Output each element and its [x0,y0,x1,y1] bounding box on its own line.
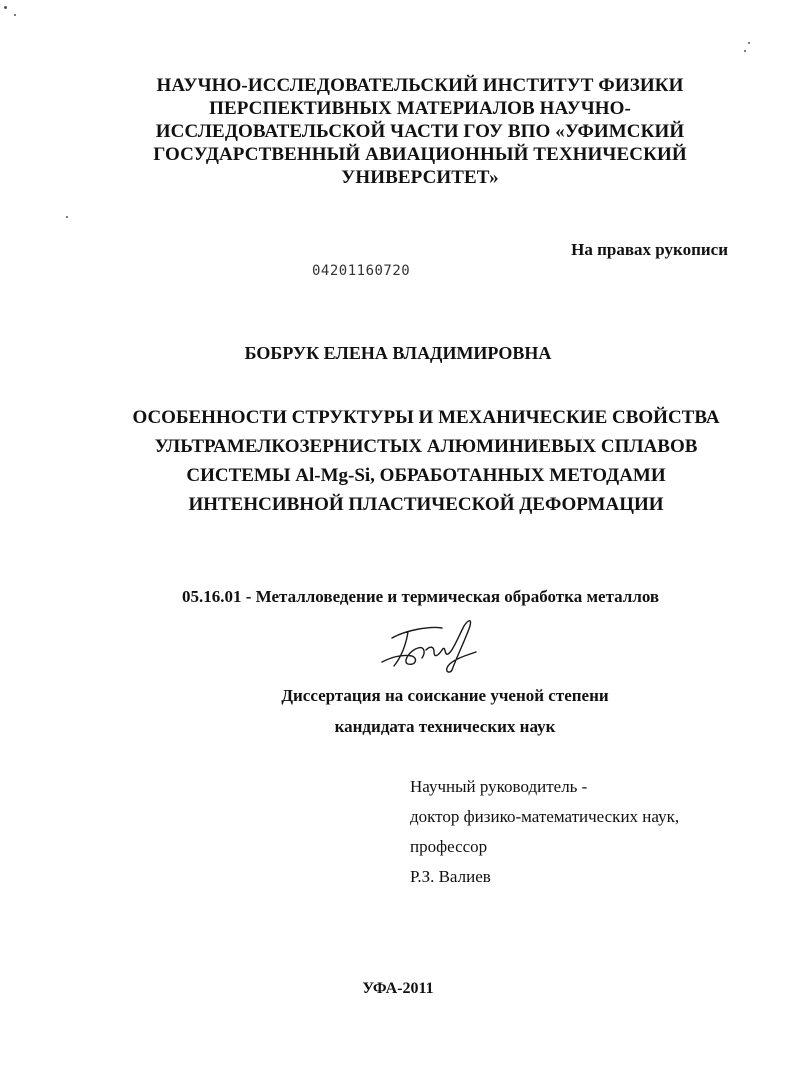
supervisor-block [410,772,679,892]
supervisor-line: Р.З. Валиев [410,867,491,886]
scan-speck [744,50,746,52]
specialty-code: 05.16.01 - Металловедение и термическая обработка металлов [182,587,660,606]
supervisor-line: профессор [410,837,488,856]
institute-line: ИССЛЕДОВАТЕЛЬСКОЙ ЧАСТИ ГОУ ВПО «УФИМСКИЙ [155,121,685,142]
degree-statement [200,680,690,742]
rights-note: На правах рукописи [571,240,728,259]
degree-line: кандидата технических наук [334,717,556,736]
city-year: УФА-2011 [362,980,434,997]
supervisor-line: Научный руководитель - [410,777,588,796]
handwritten-signature [372,612,482,674]
title-line: ИНТЕНСИВНОЙ ПЛАСТИЧЕСКОЙ ДЕФОРМАЦИИ [188,494,664,515]
scan-speck [748,42,750,44]
degree-line: Диссертация на соискание ученой степени [281,686,609,705]
supervisor-line: доктор физико-математических наук, [410,807,680,826]
scan-speck [14,14,16,16]
institute-line: УНИВЕРСИТЕТ» [341,167,499,188]
institute-line: ГОСУДАРСТВЕННЫЙ АВИАЦИОННЫЙ ТЕХНИЧЕСКИЙ [153,144,687,165]
stamp-code: 04201160720 [312,263,411,279]
title-line: УЛЬТРАМЕЛКОЗЕРНИСТЫХ АЛЮМИНИЕВЫХ СПЛАВОВ [154,436,698,457]
scan-speck [4,6,7,9]
dissertation-title [116,403,736,519]
institute-line: НАУЧНО-ИССЛЕДОВАТЕЛЬСКИЙ ИНСТИТУТ ФИЗИКИ [156,75,684,96]
author-name: БОБРУК ЕЛЕНА ВЛАДИМИРОВНА [244,343,552,363]
institute-line: ПЕРСПЕКТИВНЫХ МАТЕРИАЛОВ НАУЧНО- [209,98,631,119]
institute-name [130,74,710,189]
scan-speck [66,216,68,218]
title-line: ОСОБЕННОСТИ СТРУКТУРЫ И МЕХАНИЧЕСКИЕ СВОЙСТВА [132,407,720,428]
title-line: СИСТЕМЫ Al-Mg-Si, ОБРАБОТАННЫХ МЕТОДАМИ [186,465,666,486]
